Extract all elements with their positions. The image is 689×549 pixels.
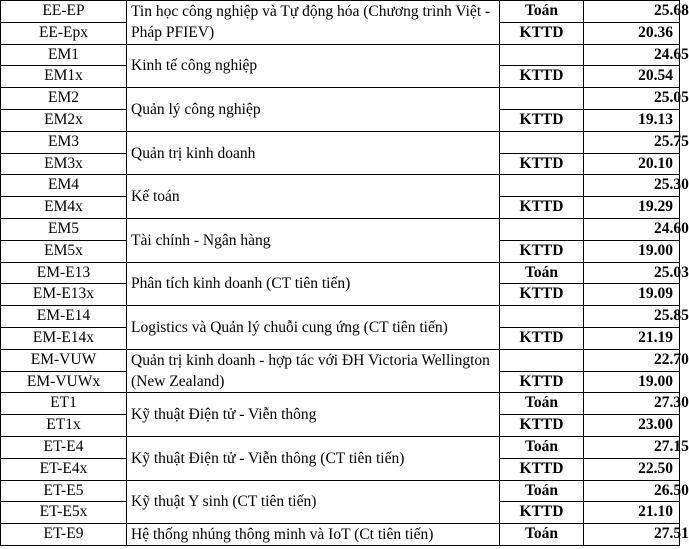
subject-label: [500, 131, 584, 153]
table-row: [1, 44, 680, 66]
subject-label: KTTD: [500, 502, 584, 524]
program-name: Quản lý công nghiệp: [127, 88, 500, 132]
score-value: 19.00: [584, 371, 680, 393]
score-value: 19.00: [584, 240, 680, 262]
subject-label: Toán: [500, 524, 584, 546]
program-name: Quản trị kinh doanh: [127, 131, 500, 175]
score-value: 22.70: [584, 349, 680, 371]
table-row: [1, 1, 680, 23]
program-name: Kỹ thuật Điện tử - Viễn thông (CT tiên tiến): [127, 436, 500, 480]
subject-label: KTTD: [500, 197, 584, 219]
subject-label: KTTD: [500, 240, 584, 262]
program-code: EM2: [1, 88, 127, 110]
program-code: ET-E4: [1, 436, 127, 458]
program-name: Hệ thống nhúng thông minh và IoT (Ct tiên tiến): [127, 524, 500, 546]
score-value: 20.54: [584, 66, 680, 88]
score-value: 25.68: [584, 1, 680, 23]
program-code: ET1: [1, 393, 127, 415]
score-value: 27.30: [584, 393, 680, 415]
table-row: [1, 480, 680, 502]
table-row: [1, 218, 680, 240]
program-code: EM-VUWx: [1, 371, 127, 393]
subject-label: [500, 175, 584, 197]
program-code: EM4: [1, 175, 127, 197]
subject-label: Toán: [500, 480, 584, 502]
subject-label: KTTD: [500, 66, 584, 88]
program-name: Kỹ thuật Y sinh (CT tiên tiến): [127, 480, 500, 524]
subject-label: [500, 218, 584, 240]
subject-label: Toán: [500, 1, 584, 23]
program-code: EM-E14: [1, 306, 127, 328]
subject-label: [500, 349, 584, 371]
program-name: Kỹ thuật Điện tử - Viễn thông: [127, 393, 500, 437]
score-value: 27.51: [584, 524, 680, 546]
subject-label: KTTD: [500, 109, 584, 131]
score-value: 20.36: [584, 22, 680, 44]
program-name: Tài chính - Ngân hàng: [127, 218, 500, 262]
table-row: [1, 131, 680, 153]
program-code: ET-E5x: [1, 502, 127, 524]
subject-label: KTTD: [500, 284, 584, 306]
subject-label: [500, 44, 584, 66]
program-code: EM5x: [1, 240, 127, 262]
program-code: ET-E4x: [1, 458, 127, 480]
table-row: [1, 175, 680, 197]
score-value: 25.30: [584, 175, 680, 197]
program-code: EM-E13: [1, 262, 127, 284]
program-code: EM-E14x: [1, 327, 127, 349]
program-code: ET-E5: [1, 480, 127, 502]
table-body: [1, 1, 689, 546]
table-row: [1, 306, 680, 328]
program-code: EM4x: [1, 197, 127, 219]
subject-label: KTTD: [500, 327, 584, 349]
score-value: 25.75: [584, 131, 680, 153]
score-value: 19.09: [584, 284, 680, 306]
program-name: Quản trị kinh doanh - hợp tác với ĐH Victoria Wellington (New Zealand): [127, 349, 500, 393]
program-code: EM3: [1, 131, 127, 153]
program-code: ET-E9: [1, 524, 127, 546]
subject-label: KTTD: [500, 371, 584, 393]
subject-label: Toán: [500, 436, 584, 458]
score-value: 25.85: [584, 306, 680, 328]
subject-label: [500, 88, 584, 110]
subject-label: KTTD: [500, 153, 584, 175]
program-code: EM5: [1, 218, 127, 240]
subject-label: [500, 306, 584, 328]
subject-label: KTTD: [500, 22, 584, 44]
subject-label: Toán: [500, 393, 584, 415]
program-name: Kinh tế công nghiệp: [127, 44, 500, 88]
table-row: [1, 349, 680, 371]
score-value: 24.65: [584, 44, 680, 66]
score-value: 27.15: [584, 436, 680, 458]
score-value: 22.50: [584, 458, 680, 480]
program-code: EM1x: [1, 66, 127, 88]
table-row: [1, 262, 680, 284]
table-row: [1, 436, 680, 458]
score-value: 23.00: [584, 415, 680, 437]
score-value: 25.03: [584, 262, 680, 284]
score-value: 19.13: [584, 109, 680, 131]
score-value: 21.10: [584, 502, 680, 524]
score-value: 24.60: [584, 218, 680, 240]
program-code: EM2x: [1, 109, 127, 131]
table-row: [1, 393, 680, 415]
score-value: 25.05: [584, 88, 680, 110]
program-code: EM3x: [1, 153, 127, 175]
score-value: 26.50: [584, 480, 680, 502]
program-code: EE-EP: [1, 1, 127, 23]
score-value: 21.19: [584, 327, 680, 349]
score-value: 20.10: [584, 153, 680, 175]
subject-label: KTTD: [500, 458, 584, 480]
program-name: Kế toán: [127, 175, 500, 219]
score-value: 19.29: [584, 197, 680, 219]
program-code: EM-E13x: [1, 284, 127, 306]
program-code: EM-VUW: [1, 349, 127, 371]
program-name: Tin học công nghiệp và Tự động hóa (Chương trình Việt - Pháp PFIEV): [127, 1, 500, 45]
subject-label: Toán: [500, 262, 584, 284]
program-name: Phân tích kinh doanh (CT tiên tiến): [127, 262, 500, 306]
program-code: EM1: [1, 44, 127, 66]
subject-label: KTTD: [500, 415, 584, 437]
program-code: EE-Epx: [1, 22, 127, 44]
program-code: ET1x: [1, 415, 127, 437]
table-row: [1, 524, 680, 546]
program-name: Logistics và Quản lý chuỗi cung ứng (CT tiên tiến): [127, 306, 500, 350]
table-row: [1, 88, 680, 110]
